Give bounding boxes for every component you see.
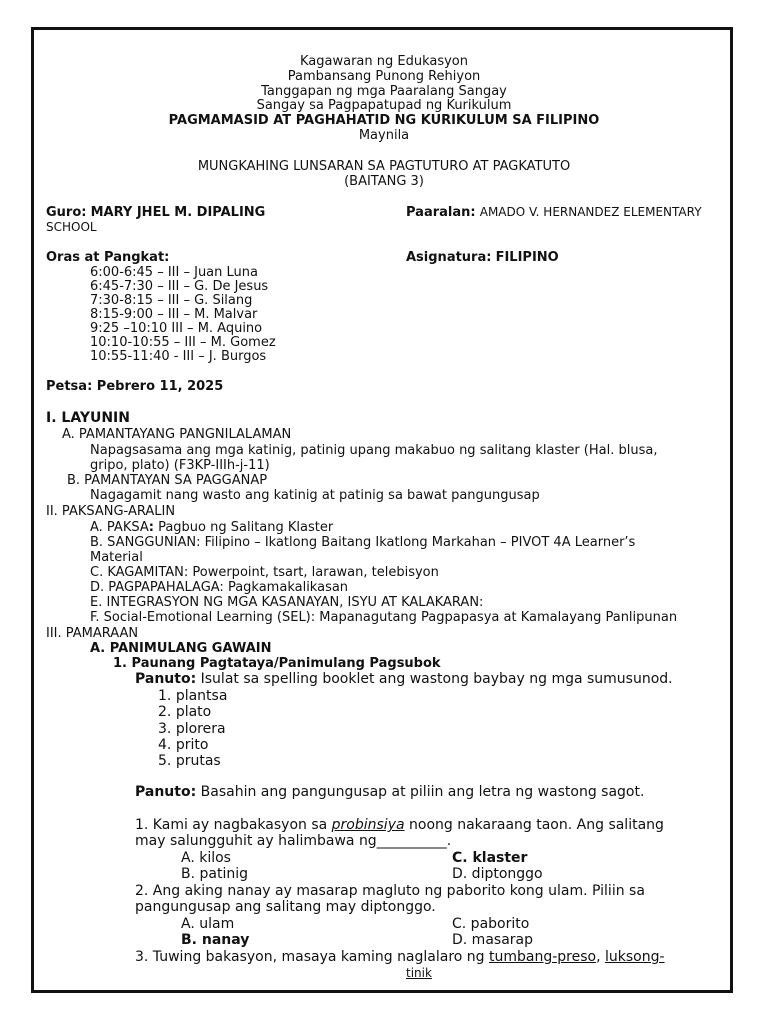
question-text: 3. Tuwing bakasyon, masaya kaming naglalaro ng <box>135 949 490 965</box>
header-department: Kagawaran ng Edukasyon <box>299 54 469 69</box>
subject-row <box>406 250 559 265</box>
list-item <box>158 753 221 770</box>
header-division: Sangay sa Pagpapatupad ng Kurikulum <box>256 98 512 113</box>
sel-text: F. Social-Emotional Learning (SEL): Mapanagutang Pagpapasya at Kamalayang Panlipunan <box>90 610 678 625</box>
teacher-label: Guro: <box>46 205 87 220</box>
schedule-label: Oras at Pangkat: <box>46 250 170 265</box>
integration-text: E. INTEGRASYON NG MGA KASANAYAN, ISYU AT KALAKARAN: <box>90 595 484 610</box>
topic-row <box>90 520 333 535</box>
list-number: 3. <box>158 721 172 737</box>
schedule-item: 8:15-9:00 – III – M. Malvar <box>90 307 258 322</box>
choice: D. diptonggo <box>452 866 543 882</box>
introductory-activity-heading: A. PANIMULANG GAWAIN <box>90 641 272 656</box>
choice-correct: C. klaster <box>452 850 528 866</box>
list-word: plato <box>175 704 212 720</box>
school-row <box>406 205 702 220</box>
question-text: noong nakaraang taon. Ang salitang <box>404 817 664 833</box>
document-grade: (BAITANG 3) <box>344 174 424 189</box>
section-subject-matter-heading: II. PAKSANG-ARALIN <box>46 504 176 519</box>
list-word: plantsa <box>175 688 228 704</box>
school-name: AMADO V. HERNANDEZ ELEMENTARY <box>479 205 702 219</box>
content-standard-text: Napagsasama ang mga katinig, patinig upang makabuo ng salitang klaster (Hal. blusa, <box>90 443 658 458</box>
topic-value: Pagbuo ng Salitang Klaster <box>153 520 334 535</box>
header-unit: PAGMAMASID AT PAGHAHATID NG KURIKULUM SA FILIPINO <box>168 113 600 128</box>
choice: A. ulam <box>181 916 235 932</box>
choice: D. masarap <box>452 932 533 948</box>
instruction-label: Panuto: <box>135 671 197 687</box>
list-number: 4. <box>158 737 172 753</box>
topic-colon: : <box>148 520 154 535</box>
header-city: Maynila <box>358 128 410 143</box>
underlined-word: probinsiya <box>331 817 405 833</box>
underlined-word: luksong- <box>605 949 665 965</box>
school-name-cont: SCHOOL <box>46 220 97 234</box>
performance-standard-text: Nagagamit nang wasto ang katinig at patinig sa bawat pangungusap <box>90 488 540 503</box>
header-region: Pambansang Punong Rehiyon <box>287 69 481 84</box>
reference-text-cont: Material <box>90 550 143 565</box>
list-number: 2. <box>158 704 172 720</box>
schedule-item: 9:25 –10:10 III – M. Aquino <box>90 321 263 336</box>
schedule-item: 10:10-10:55 – III – M. Gomez <box>90 335 276 350</box>
question-3 <box>135 949 665 966</box>
choice: B. patinig <box>181 866 248 882</box>
list-word: plorera <box>175 721 226 737</box>
pretest-heading: 1. Paunang Pagtataya/Panimulang Pagsubok <box>113 656 441 671</box>
list-word: prito <box>175 737 209 753</box>
subject-value: FILIPINO <box>495 250 559 265</box>
lesson-date: Petsa: Pebrero 11, 2025 <box>46 379 224 394</box>
schedule-item: 7:30-8:15 – III – G. Silang <box>90 293 253 308</box>
reference-text: B. SANGGUNIAN: Filipino – Ikatlong Baitang Ikatlong Markahan – PIVOT 4A Learner’s <box>90 535 636 550</box>
teacher-name: MARY JHEL M. DIPALING <box>90 205 266 220</box>
list-item <box>158 721 226 738</box>
underlined-word-cont: tinik <box>406 966 432 980</box>
instruction-text: Basahin ang pangungusap at piliin ang letra ng wastong sagot. <box>196 784 645 800</box>
list-number: 1. <box>158 688 172 704</box>
list-item <box>158 737 208 754</box>
choice-correct: B. nanay <box>181 932 250 948</box>
question-2: 2. Ang aking nanay ay masarap magluto ng paborito kong ulam. Piliin sa <box>135 883 645 899</box>
underlined-word: tumbang-preso <box>489 949 597 965</box>
question-text: 1. Kami ay nagbakasyon sa <box>135 817 332 833</box>
document-title: MUNGKAHING LUNSARAN SA PAGTUTURO AT PAGKATUTO <box>197 159 571 174</box>
section-procedure-heading: III. PAMARAAN <box>46 626 139 641</box>
header-office: Tanggapan ng mga Paaralang Sangay <box>261 84 507 99</box>
question-2-cont: pangungusap ang salitang may diptonggo. <box>135 899 436 915</box>
list-item <box>158 704 211 721</box>
topic-label: A. PAKSA <box>90 520 149 535</box>
materials-text: C. KAGAMITAN: Powerpoint, tsart, larawan, telebisyon <box>90 565 439 580</box>
section-objectives-heading: I. LAYUNIN <box>46 410 130 426</box>
choice: C. paborito <box>452 916 530 932</box>
choice: A. kilos <box>181 850 231 866</box>
separator: , <box>596 949 606 965</box>
subject-label: Asignatura: <box>406 250 492 265</box>
instruction-text: Isulat sa spelling booklet ang wastong baybay ng mga sumusunod. <box>196 671 673 687</box>
instruction-1 <box>135 671 673 688</box>
instruction-2 <box>135 784 644 801</box>
schedule-item: 6:45-7:30 – III – G. De Jesus <box>90 279 269 294</box>
instruction-label: Panuto: <box>135 784 197 800</box>
list-number: 5. <box>158 753 172 769</box>
question-1 <box>135 817 664 834</box>
school-label: Paaralan: <box>406 205 476 220</box>
content-standard-label: A. PAMANTAYANG PANGNILALAMAN <box>62 427 292 442</box>
list-item <box>158 688 227 705</box>
list-word: prutas <box>175 753 221 769</box>
question-1-cont: may salungguhit ay halimbawa ng__________. <box>135 833 452 849</box>
content-standard-text-cont: gripo, plato) (F3KP-IIIh-j-11) <box>90 458 270 473</box>
schedule-item: 10:55-11:40 - III – J. Burgos <box>90 349 267 364</box>
values-text: D. PAGPAPAHALAGA: Pagkamakalikasan <box>90 580 349 595</box>
teacher-row <box>46 205 265 220</box>
performance-standard-label: B. PAMANTAYAN SA PAGGANAP <box>67 473 268 488</box>
schedule-item: 6:00-6:45 – III – Juan Luna <box>90 265 258 280</box>
